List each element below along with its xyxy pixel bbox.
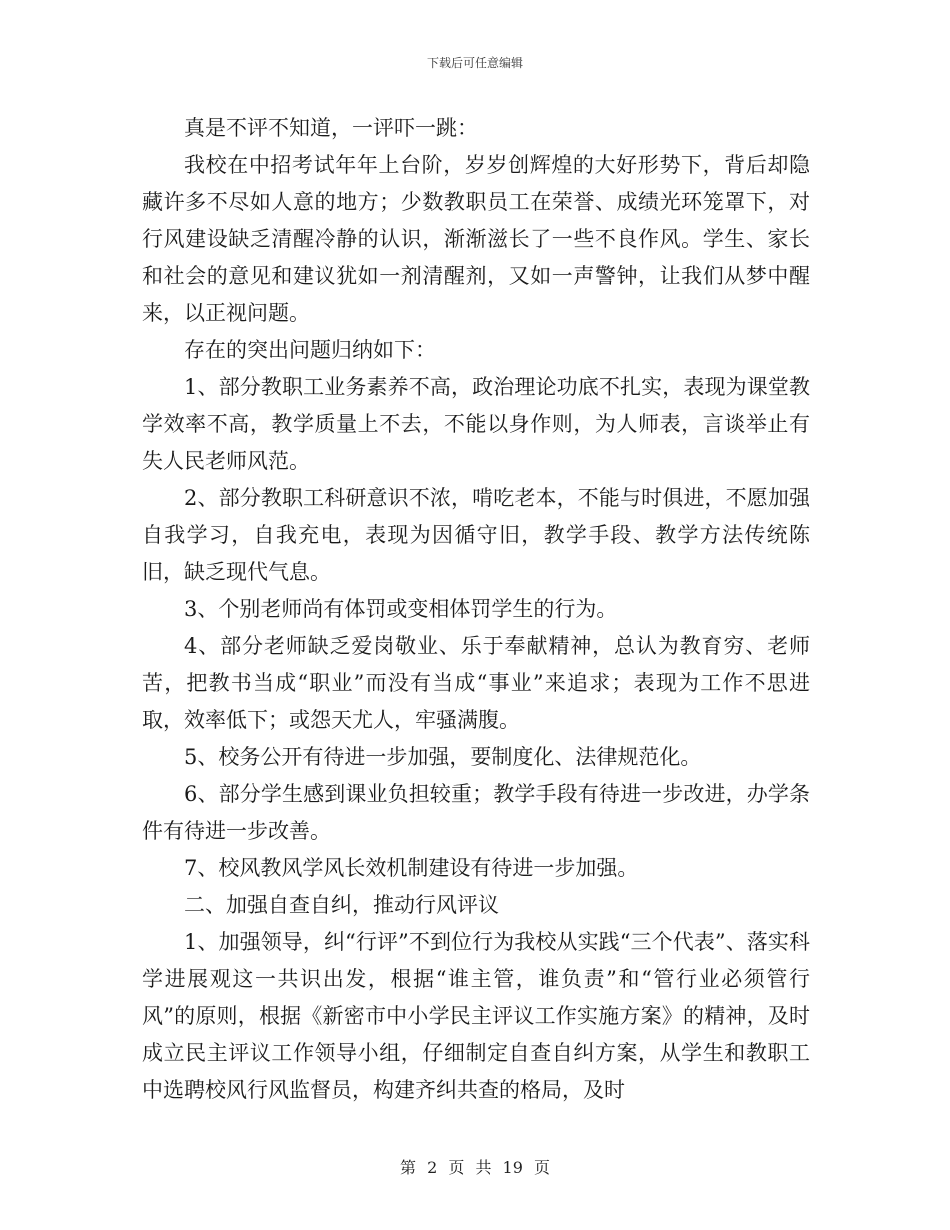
paragraph: 6、部分学生感到课业负担较重；教学手段有待进一步改进，办学条件有待进一步改善。 [142,782,810,843]
paragraph: 5、校务公开有待进一步加强，要制度化、法律规范化。 [184,745,702,769]
document-body [142,110,810,1109]
paragraph: 3、个别老师尚有体罚或变相体罚学生的行为。 [184,597,618,621]
paragraph: 4、部分老师缺乏爱岗敬业、乐于奉献精神，总认为教育穷、老师苦，把教书当成“职业”而没有当成“事业”来追求；表现为工作不思进取，效率低下；或怨天尤人，牢骚满腹。 [142,634,810,732]
page-footer: 第 2 页 共 19 页 [400,1158,550,1177]
paragraph: 2、部分教职工科研意识不浓，啃吃老本，不能与时俱进，不愿加强自我学习，自我充电，表现为因循守旧，教学手段、教学方法传统陈旧，缺乏现代气息。 [142,486,810,584]
page-header: 下载后可任意编辑 [426,56,523,70]
paragraph: 1、加强领导，纠“行评”不到位行为我校从实践“三个代表”、落实科学进展观这一共识出发，根据“谁主管，谁负责”和“管行业必须管行风”的原则，根据《新密市中小学民主评议工作实施方案》的精神，及时成立民主评议工作领导小组，仔细制定自查自纠方案，从学生和教职工中选聘校风行风监督员，构建齐纠共查的格局，及时 [142,930,810,1102]
paragraph: 1、部分教职工业务素养不高，政治理论功底不扎实，表现为课堂教学效率不高，教学质量上不去，不能以身作则，为人师表，言谈举止有失人民老师风范。 [142,375,810,473]
paragraph: 7、校风教风学风长效机制建设有待进一步加强。 [184,856,639,880]
section-heading: 二、加强自查自纠，推动行风评议 [184,893,499,917]
paragraph: 我校在中招考试年年上台阶，岁岁创辉煌的大好形势下，背后却隐藏许多不尽如人意的地方；少数教职员工在荣誉、成绩光环笼罩下，对行风建设缺乏清醒冷静的认识，渐渐滋长了一些不良作风。学生、家长和社会的意见和建议犹如一剂清醒剂，又如一声警钟，让我们从梦中醒来，以正视问题。 [142,153,810,325]
paragraph: 存在的突出问题归纳如下： [184,338,436,362]
paragraph: 真是不评不知道，一评吓一跳： [184,116,478,140]
